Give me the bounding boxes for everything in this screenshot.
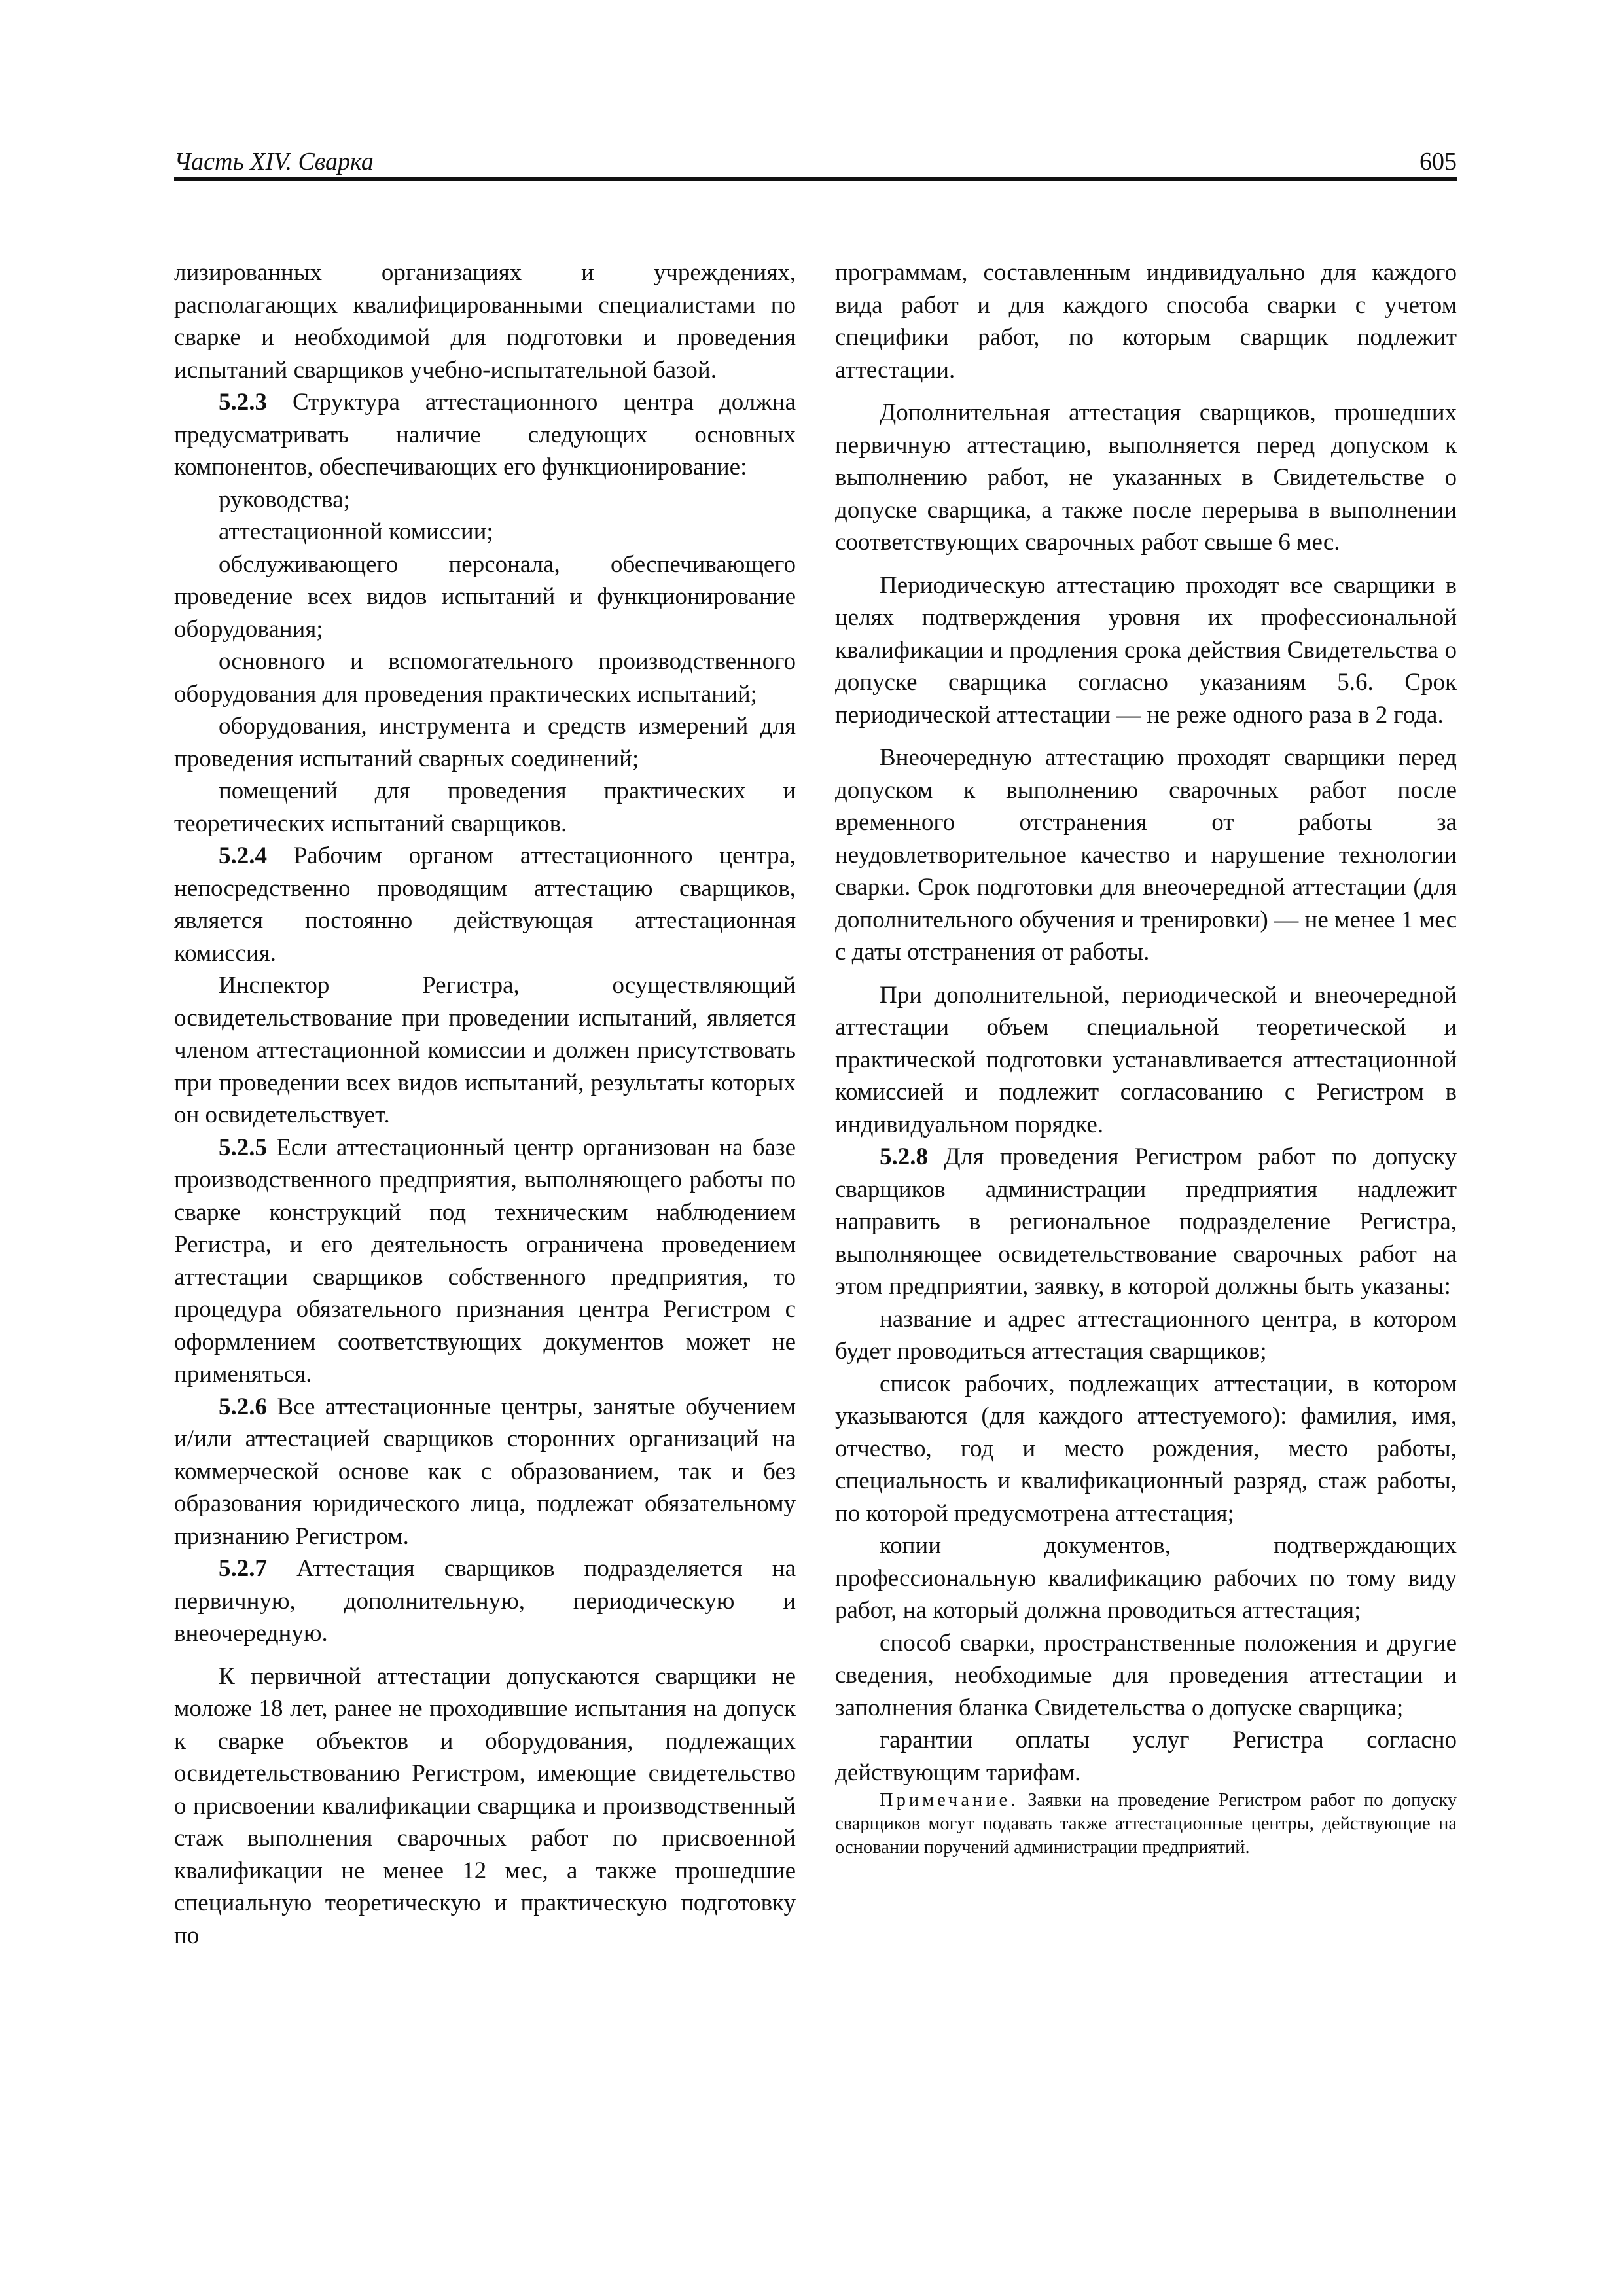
list-item: основного и вспомогательного производственного оборудования для проведения практических испытаний; bbox=[174, 648, 796, 708]
list-item: список рабочих, подлежащих аттестации, в котором указываются (для каждого аттестуемого): фамилия, имя, отчество, год и место рождения, место работы, специальность и квалификационный разряд, стаж работы, по которой предусмотрена аттестация; bbox=[835, 1370, 1457, 1527]
paragraph: 5.2.6 Все аттестационные центры, занятые обучением и/или аттестацией сварщиков сторонних организаций на коммерческой основе как с образованием, так и без образования юридического лица, подлежат обязательному признанию Регистром. bbox=[174, 1393, 796, 1550]
list-item: копии документов, подтверждающих профессиональную квалификацию рабочих по тому виду работ, на который должна проводиться аттестация; bbox=[835, 1532, 1457, 1624]
note-text: Заявки на проведение Регистром работ по допуску сварщиков могут подавать также аттестационные центры, действующие на основании поручений администрации предприятий. bbox=[835, 1790, 1457, 1857]
paragraph: Инспектор Регистра, осуществляющий освидетельствование при проведении испытаний, является членом аттестационной комиссии и должен присутствовать при проведении всех видов испытаний, результаты которых он освидетельствует. bbox=[174, 972, 796, 1128]
clause-number: 5.2.4 bbox=[219, 842, 267, 869]
clause-number: 5.2.8 bbox=[880, 1143, 928, 1170]
header-rule bbox=[174, 177, 1457, 181]
list-item: название и адрес аттестационного центра, в котором будет проводиться аттестация сварщиков; bbox=[835, 1305, 1457, 1365]
paragraph: программам, составленным индивидуально для каждого вида работ и для каждого способа сварки с учетом специфики работ, по которым сварщик подлежит аттестации. bbox=[835, 259, 1457, 384]
paragraph: лизированных организациях и учреждениях, располагающих квалифицированными специалистами по сварке и необходимой для подготовки и проведения испытаний сварщиков учебно-испытательной базой. bbox=[174, 259, 796, 384]
clause-number: 5.2.5 bbox=[219, 1134, 267, 1161]
list-item: помещений для проведения практических и теоретических испытаний сварщиков. bbox=[174, 778, 796, 837]
footnote bbox=[835, 1789, 1457, 1859]
running-header-title: Часть XIV. Сварка bbox=[174, 148, 374, 175]
list-item: гарантии оплаты услуг Регистра согласно действующим тарифам. bbox=[835, 1727, 1457, 1786]
running-header bbox=[174, 143, 1457, 181]
paragraph: 5.2.7 Аттестация сварщиков подразделяется на первичную, дополнительную, периодическую и внеочередную. bbox=[174, 1555, 796, 1647]
list-item: оборудования, инструмента и средств измерений для проведения испытаний сварных соединений; bbox=[174, 713, 796, 772]
paragraph: Дополнительная аттестация сварщиков, прошедших первичную аттестацию, выполняется перед допуском к выполнению работ, не указанных в Свидетельстве о допуске сварщика, а также после перерыва в выполнении соответствующих сварочных работ свыше 6 мес. bbox=[835, 399, 1457, 556]
list-item: обслуживающего персонала, обеспечивающего проведение всех видов испытаний и функционирование оборудования; bbox=[174, 550, 796, 643]
right-column bbox=[835, 257, 1457, 1859]
list-item: аттестационной комиссии; bbox=[219, 518, 493, 545]
paragraph: 5.2.8 Для проведения Регистром работ по допуску сварщиков администрации предприятия надлежит направить в региональное подразделение Регистра, выполняющее освидетельствование сварочных работ на этом предприятии, заявку, в которой должны быть указаны: bbox=[835, 1143, 1457, 1300]
clause-number: 5.2.6 bbox=[219, 1393, 267, 1420]
paragraph: К первичной аттестации допускаются сварщики не моложе 18 лет, ранее не проходившие испытания на допуск к сварке объектов и оборудования, подлежащих освидетельствованию Регистром, имеющие свидетельство о присвоении квалификации сварщика и производственный стаж выполнения сварочных работ по присвоенной квалификации не менее 12 мес, а также прошедшие специальную теоретическую и практическую подготовку по bbox=[174, 1662, 796, 1949]
clause-number: 5.2.3 bbox=[219, 389, 267, 416]
page-number: 605 bbox=[1419, 148, 1457, 175]
paragraph: 5.2.5 Если аттестационный центр организован на базе производственного предприятия, выполняющего работы по сварке конструкций под техническим наблюдением Регистра, и его деятельность ограничена проведением аттестации сварщиков собственного предприятия, то процедура обязательного признания центра Регистром с оформлением соответствующих документов может не применяться. bbox=[174, 1134, 796, 1388]
paragraph: Внеочередную аттестацию проходят сварщики перед допуском к выполнению сварочных работ после временного отстранения от работы за неудовлетворительное качество и нарушение технологии сварки. Срок подготовки для внеочередной аттестации (для дополнительного обучения и тренировки) — не менее 1 мес с даты отстранения от работы. bbox=[835, 744, 1457, 965]
left-column bbox=[174, 257, 796, 1952]
paragraph: Периодическую аттестацию проходят все сварщики в целях подтверждения уровня их профессиональной квалификации и продления срока действия Свидетельства о допуске сварщика согласно указаниям 5.6. Срок периодической аттестации — не реже одного раза в 2 года. bbox=[835, 571, 1457, 728]
paragraph: При дополнительной, периодической и внеочередной аттестации объем специальной теоретической и практической подготовки устанавливается аттестационной комиссией и подлежит согласованию с Регистром в индивидуальном порядке. bbox=[835, 981, 1457, 1138]
note-label: Примечание. bbox=[880, 1790, 1019, 1810]
list-item: способ сварки, пространственные положения и другие сведения, необходимые для проведения аттестации и заполнения бланка Свидетельства о допуске сварщика; bbox=[835, 1629, 1457, 1721]
paragraph: 5.2.4 Рабочим органом аттестационного центра, непосредственно проводящим аттестацию сварщиков, является постоянно действующая аттестационная комиссия. bbox=[174, 842, 796, 967]
list-item: руководства; bbox=[219, 486, 350, 513]
clause-number: 5.2.7 bbox=[219, 1555, 267, 1582]
paragraph: 5.2.3 Структура аттестационного центра должна предусматривать наличие следующих основных компонентов, обеспечивающих его функционирование: bbox=[174, 389, 796, 480]
